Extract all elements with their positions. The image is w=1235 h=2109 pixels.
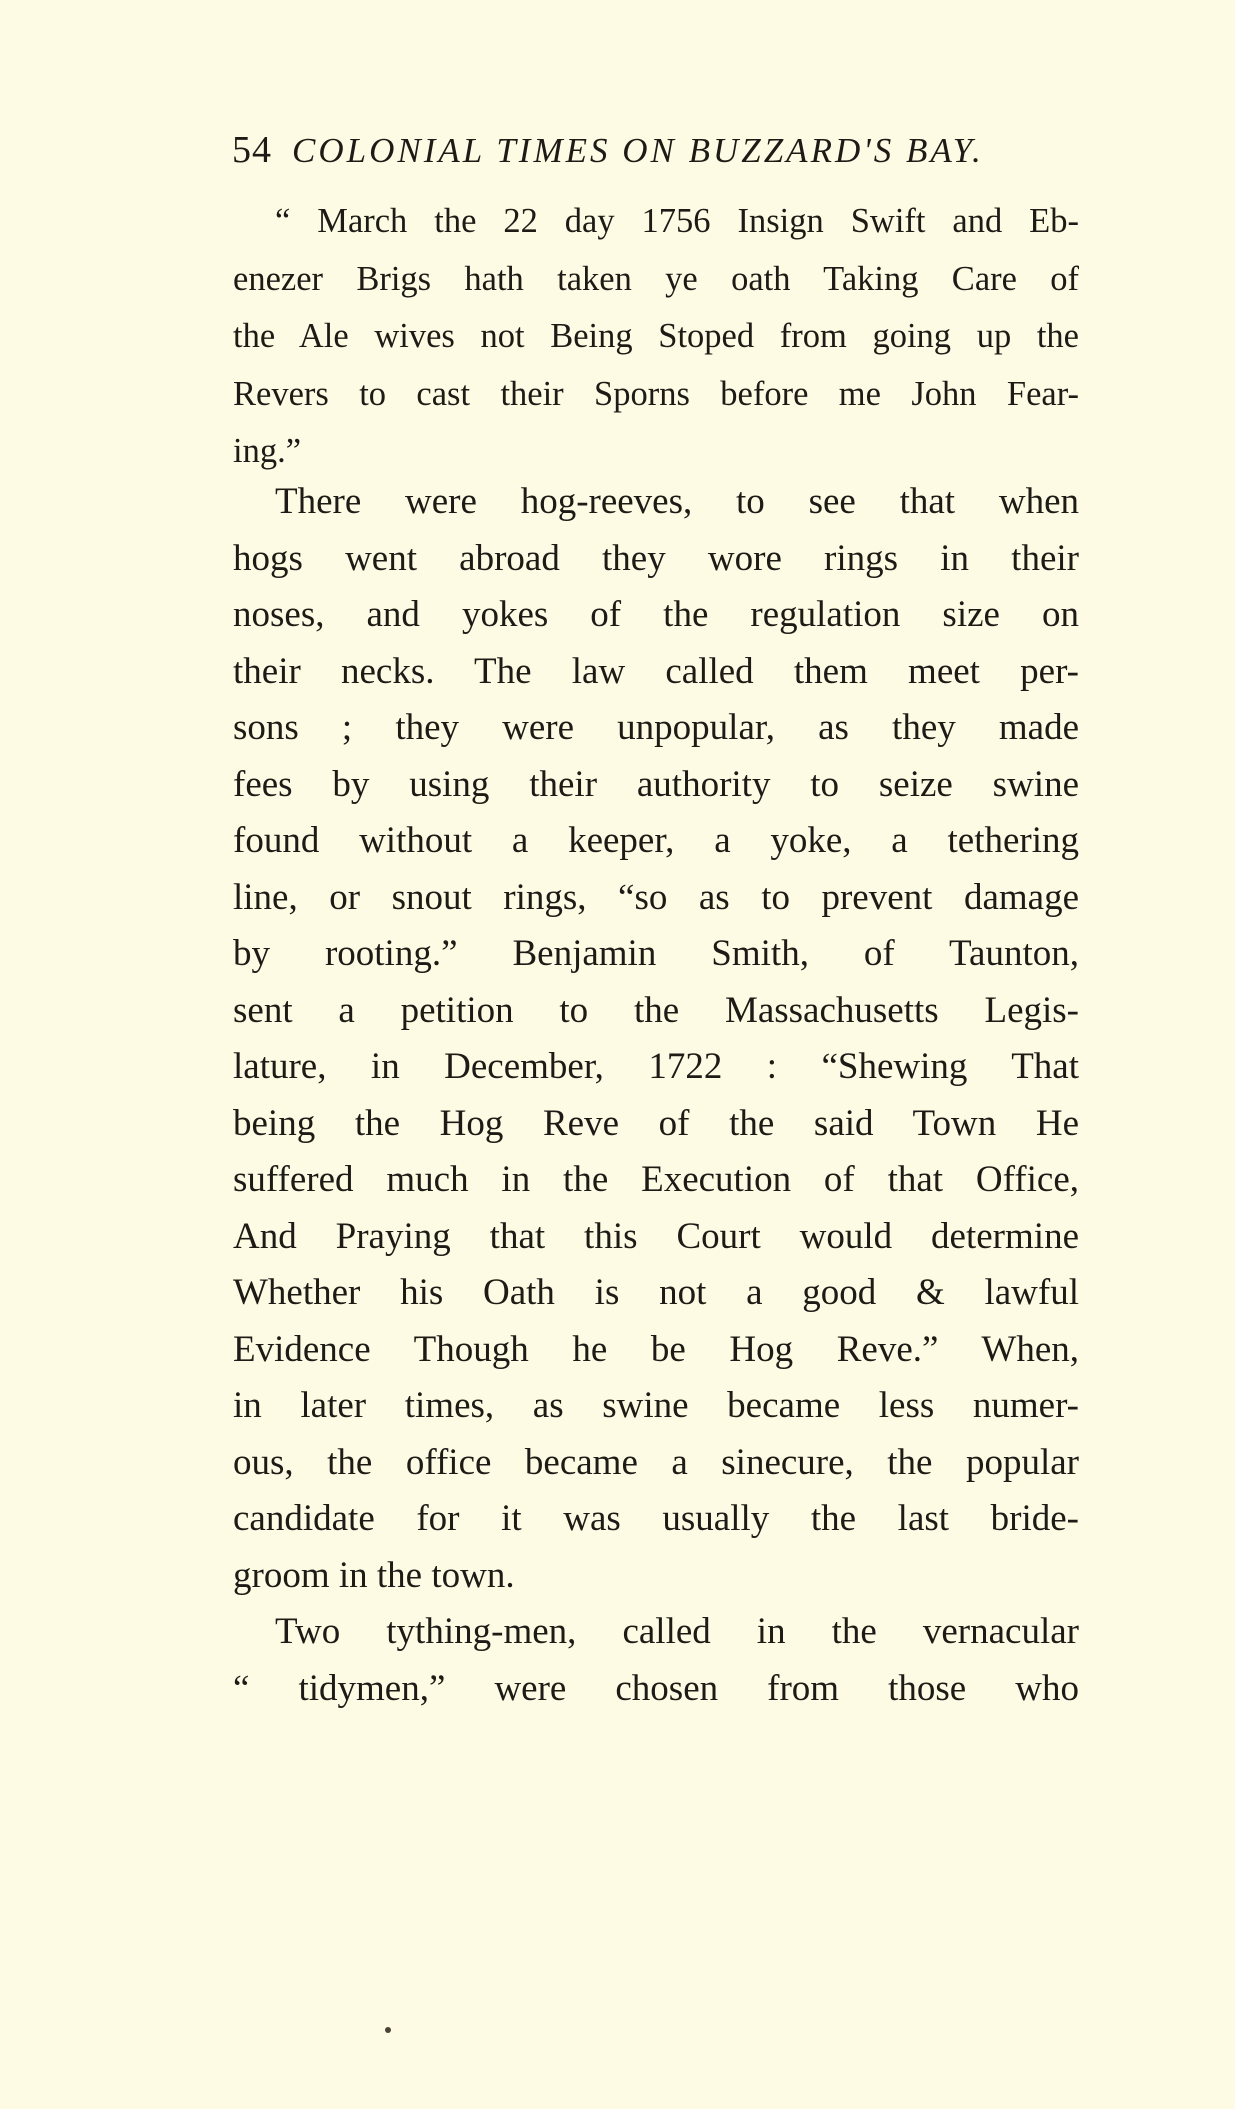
quoted-record	[233, 193, 1079, 481]
running-head	[232, 128, 984, 173]
text-line: And Praying that this Court would determine	[233, 1215, 1079, 1257]
text-line: the Ale wives not Being Stoped from going up the	[233, 317, 1079, 355]
text-line: found without a keeper, a yoke, a tethering	[233, 820, 1079, 861]
text-line: sent a petition to the Massachusetts Legis-	[233, 989, 1079, 1031]
text-line: lature, in December, 1722 : “Shewing That	[233, 1046, 1079, 1087]
running-title: COLONIAL TIMES ON BUZZARD'S BAY.	[292, 131, 984, 170]
text-line: line, or snout rings, “so as to prevent damage	[233, 876, 1079, 918]
text-line: by rooting.” Benjamin Smith, of Taunton,	[233, 933, 1079, 974]
text-line: Revers to cast their Sporns before me John Fear-	[233, 374, 1079, 413]
text-line: Evidence Though he be Hog Reve.” When,	[233, 1328, 1079, 1370]
text-line: fees by using their authority to seize swine	[233, 763, 1079, 805]
text-line: “ tidymen,” were chosen from those who	[233, 1667, 1079, 1709]
paragraph	[233, 1604, 1079, 1717]
text-line: hogs went abroad they wore rings in their	[233, 537, 1079, 579]
text-line: groom in the town.	[233, 1554, 515, 1596]
text-line: sons ; they were unpopular, as they made	[233, 707, 1079, 748]
text-line: ing.”	[233, 432, 302, 470]
body-text	[233, 474, 1079, 1717]
text-line: Two tything-men, called in the vernacular	[275, 1611, 1079, 1652]
paragraph	[233, 474, 1079, 1604]
text-line: candidate for it was usually the last bride-	[233, 1498, 1079, 1539]
text-line: “ March the 22 day 1756 Insign Swift and Eb-	[275, 202, 1079, 240]
text-line: suffered much in the Execution of that Office,	[233, 1159, 1079, 1200]
text-line: noses, and yokes of the regulation size on	[233, 594, 1079, 635]
page-number: 54	[232, 129, 272, 171]
text-line: Whether his Oath is not a good & lawful	[233, 1272, 1079, 1313]
text-line: in later times, as swine became less numer-	[233, 1385, 1079, 1426]
text-line: enezer Brigs hath taken ye oath Taking Care of	[233, 259, 1079, 298]
text-line: being the Hog Reve of the said Town He	[233, 1102, 1079, 1144]
text-line: their necks. The law called them meet per-	[233, 650, 1079, 692]
text-line: ous, the office became a sinecure, the popular	[233, 1441, 1079, 1483]
ink-speck	[385, 2027, 391, 2033]
text-line: There were hog-reeves, to see that when	[275, 481, 1079, 522]
